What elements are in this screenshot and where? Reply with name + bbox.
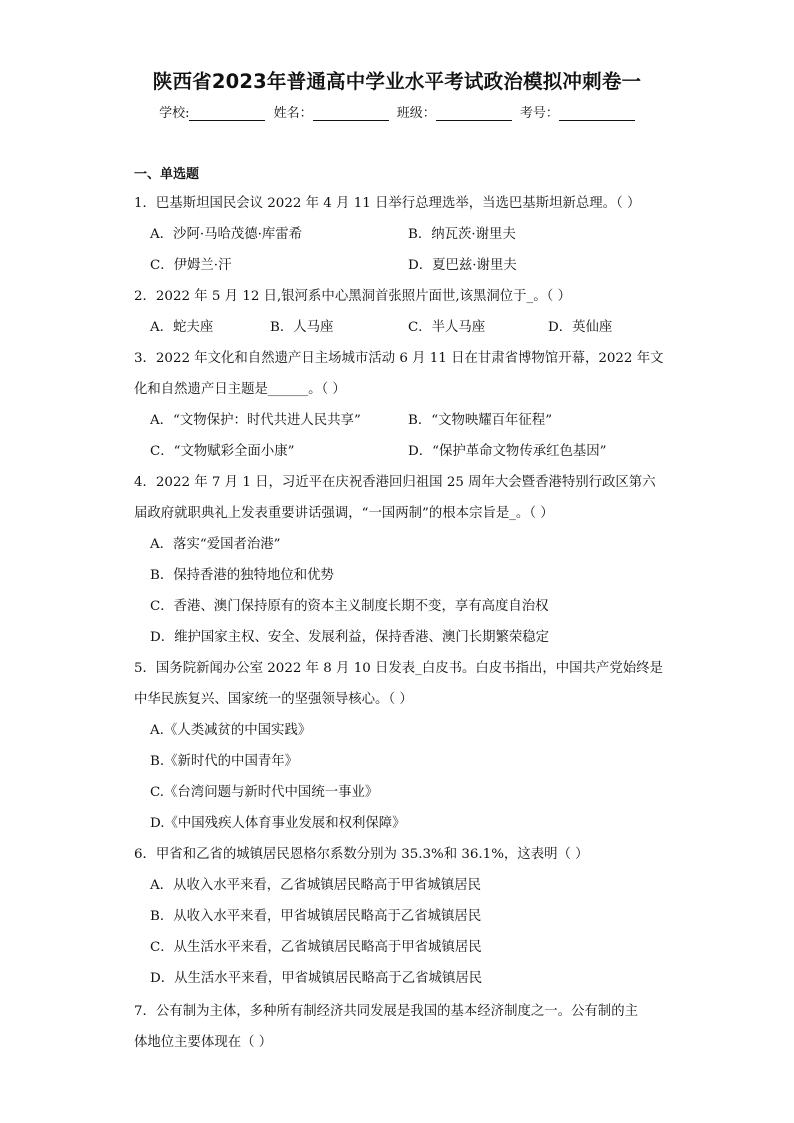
page-title: 陕西省2023年普通高中学业水平考试政治模拟冲刺卷一: [152, 70, 642, 93]
id-label: 考号：: [519, 106, 559, 121]
question-3-text-line-1: 3．2022 年文化和自然遗产日主场城市活动 6 月 11 日在甘肃省博物馆开幕，2022 年文: [134, 351, 664, 366]
question-1-option-b: B．纳瓦茨·谢里夫: [408, 227, 516, 242]
school-blank: [189, 106, 265, 121]
question-3-option-c: C．“文物赋彩全面小康”: [150, 444, 295, 459]
question-5-text-line-1: 5．国务院新闻办公室 2022 年 8 月 10 日发表_白皮书。白皮书指出，中国共产党始终是: [134, 661, 663, 676]
question-2-text: 2．2022 年 5 月 12 日,银河系中心黑洞首张照片面世,该黑洞位于_。（ ）: [134, 289, 571, 304]
question-6-text: 6．甲省和乙省的城镇居民恩格尔系数分别为 35.3%和 36.1%，这表明（ ）: [134, 847, 589, 862]
class-blank: [436, 106, 512, 121]
question-2-option-a: A．蛇夫座: [150, 320, 214, 335]
question-5-option-d: D.《中国残疾人体育事业发展和权利保障》: [150, 816, 406, 831]
question-6-option-b: B．从收入水平来看，甲省城镇居民略高于乙省城镇居民: [150, 909, 482, 924]
question-4-option-b: B．保持香港的独特地位和优势: [150, 568, 334, 583]
id-blank: [559, 106, 635, 121]
question-2-option-d: D．英仙座: [548, 320, 613, 335]
school-label: 学校:: [159, 106, 190, 121]
name-blank: [313, 106, 389, 121]
question-4-text-line-1: 4．2022 年 7 月 1 日，习近平在庆祝香港回归祖国 25 周年大会暨香港特别行政区第六: [134, 475, 656, 490]
name-label: 姓名：: [273, 106, 313, 121]
question-6-option-d: D．从生活水平来看，甲省城镇居民略高于乙省城镇居民: [150, 971, 483, 986]
question-7-text-line-2: 体地位主要体现在（ ）: [134, 1035, 273, 1050]
question-5-option-c: C.《台湾问题与新时代中国统一事业》: [150, 785, 379, 800]
class-label: 班级：: [396, 106, 436, 121]
question-4-option-d: D．维护国家主权、安全、发展利益，保持香港、澳门长期繁荣稳定: [150, 630, 550, 645]
question-3-option-d: D．“保护革命文物传承红色基因”: [408, 444, 607, 459]
question-1-text: 1．巴基斯坦国民会议 2022 年 4 月 11 日举行总理选举，当选巴基斯坦新总理。（ ）: [134, 196, 641, 211]
question-3-text-line-2: 化和自然遗产日主题是______。（ ）: [134, 382, 346, 397]
question-2-option-c: C．半人马座: [408, 320, 486, 335]
question-3-option-b: B．“文物映耀百年征程”: [408, 413, 553, 428]
school-field: [159, 102, 265, 121]
question-2-option-b: B．人马座: [270, 320, 334, 335]
question-3-option-a: A．“文物保护：时代共进人民共享”: [150, 413, 361, 428]
question-4-text-line-2: 届政府就职典礼上发表重要讲话强调，“一国两制”的根本宗旨是_。（ ）: [134, 506, 554, 521]
question-7-text-line-1: 7．公有制为主体，多种所有制经济共同发展是我国的基本经济制度之一。公有制的主: [134, 1004, 638, 1019]
question-6-option-c: C．从生活水平来看，乙省城镇居民略高于甲省城镇居民: [150, 940, 482, 955]
question-1-option-d: D．夏巴兹·谢里夫: [408, 258, 517, 273]
question-5-option-a: A.《人类减贫的中国实践》: [150, 723, 312, 738]
question-4-option-c: C．香港、澳门保持原有的资本主义制度长期不变，享有高度自治权: [150, 599, 549, 614]
name-field: [274, 102, 389, 121]
question-5-option-b: B.《新时代的中国青年》: [150, 754, 299, 769]
question-4-option-a: A．落实“爱国者治港”: [150, 537, 281, 552]
student-info-row: [0, 102, 794, 121]
question-1-option-c: C．伊姆兰·汗: [150, 258, 232, 273]
id-field: [520, 102, 635, 121]
section-heading: 一、单选题: [134, 167, 200, 182]
question-1-option-a: A．沙阿·马哈茂德·库雷希: [150, 227, 303, 242]
class-field: [397, 102, 512, 121]
question-6-option-a: A．从收入水平来看，乙省城镇居民略高于甲省城镇居民: [150, 878, 482, 893]
question-5-text-line-2: 中华民族复兴、国家统一的坚强领导核心。（ ）: [134, 692, 413, 707]
